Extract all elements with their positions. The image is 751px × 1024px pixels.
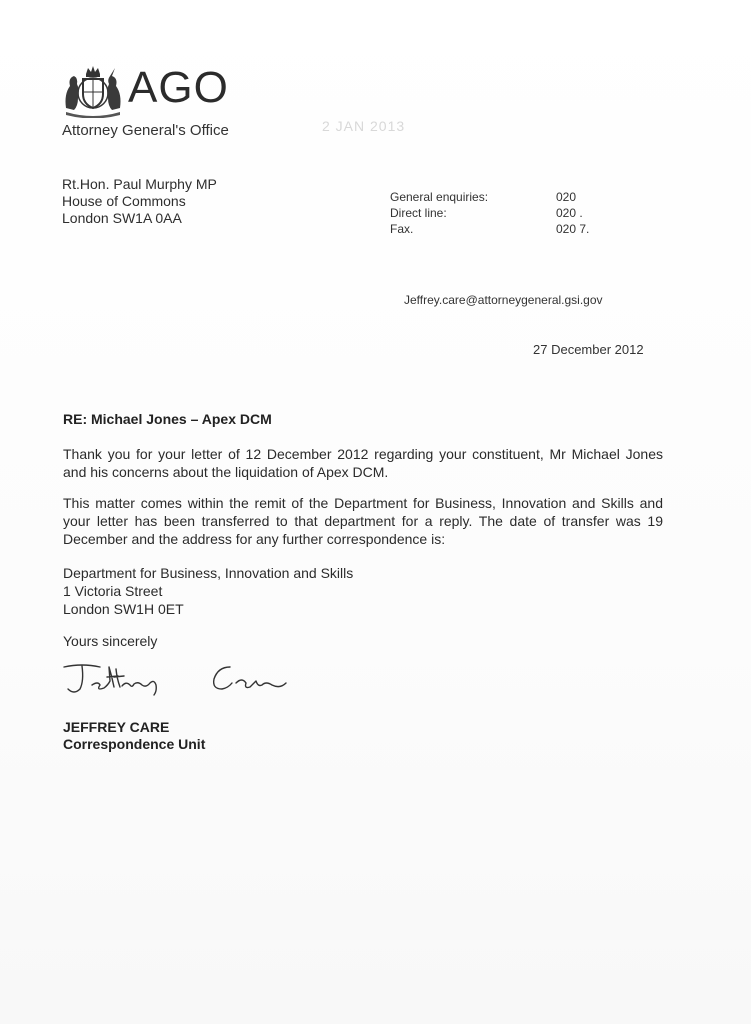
recipient-line: House of Commons [62,193,186,209]
ago-logo: AGO [128,63,229,112]
closing-salutation: Yours sincerely [63,633,158,649]
forward-address-line: London SW1H 0ET [63,601,184,617]
letter-subject: RE: Michael Jones – Apex DCM [63,411,272,427]
contact-label: Fax. [390,222,414,236]
contact-row [390,205,596,221]
contact-details [390,189,596,237]
recipient-address [62,176,217,227]
signer-block [63,719,205,753]
received-date-stamp: 2 JAN 2013 [322,118,406,134]
royal-coat-of-arms-icon [62,64,124,118]
office-name: Attorney General's Office [62,122,229,139]
contact-label: Direct line: [390,206,447,220]
handwritten-signature [60,655,290,701]
recipient-line: London SW1A 0AA [62,210,182,226]
signer-unit: Correspondence Unit [63,736,206,752]
body-paragraph: Thank you for your letter of 12 December 2012 regarding your constituent, Mr Michael Jones and his concerns about the liquidation of Apex DCM. [63,446,663,480]
contact-label: General enquiries: [390,190,489,204]
contact-row [390,221,596,237]
forward-address-line: Department for Business, Innovation and Skills [63,565,354,581]
forward-address [63,564,353,618]
letter-date: 27 December 2012 [533,342,644,357]
sender-email: Jeffrey.care@attorneygeneral.gsi.gov [404,293,603,307]
contact-value: 020 7. [556,222,590,236]
contact-value: 020 [556,190,577,204]
signer-name: JEFFREY CARE [63,719,170,735]
contact-row [390,189,596,205]
body-paragraph: This matter comes within the remit of the Department for Business, Innovation and Skills and your letter has been transferred to that department for a reply. The date of transfer was 19 December and the address for any further correspondence is: [63,495,663,547]
recipient-line: Rt.Hon. Paul Murphy MP [62,176,217,192]
contact-value: 020 . [556,206,583,220]
forward-address-line: 1 Victoria Street [63,583,163,599]
